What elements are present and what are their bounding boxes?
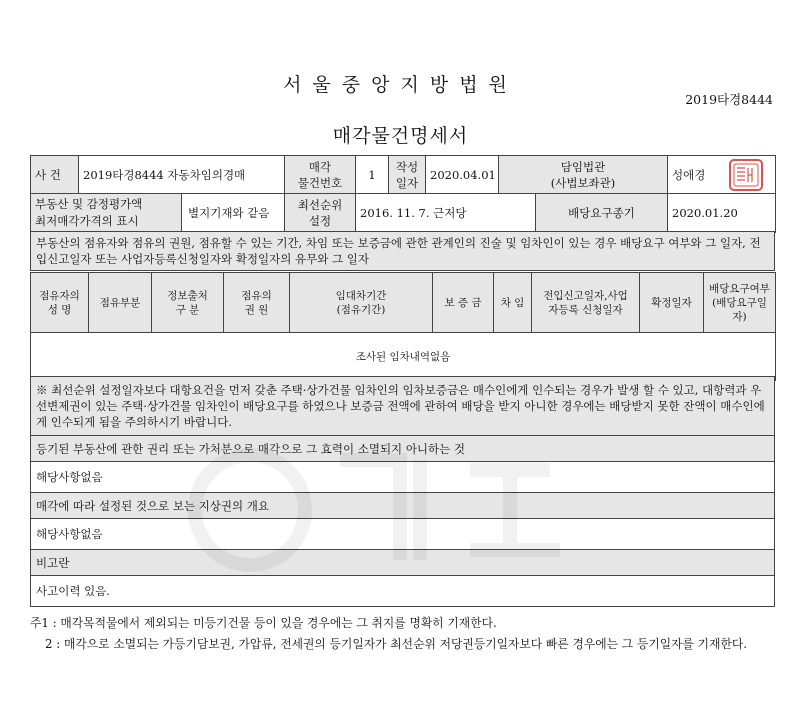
column-header-rent [494, 273, 532, 333]
valuation-label [31, 194, 182, 232]
section-title-unextinguished-rights: 등기된 부동산에 관한 권리 또는 가처분으로 매각으로 그 효력이 소멸되지 아니하는 것 [31, 436, 775, 462]
column-header-occupant [31, 273, 89, 333]
priority-label [285, 194, 356, 233]
judge-value: 성애경 [668, 156, 776, 194]
priority-label-line1: 최선순위 [297, 198, 343, 212]
case-number: 2019타경8444 [685, 92, 773, 107]
valuation-label-line1: 부동산 및 감정평가액 [35, 197, 143, 211]
item-number-label-line1: 매각 [308, 159, 332, 174]
section-title-surface-right: 매각에 따라 설정된 것으로 보는 지상권의 개요 [31, 493, 775, 519]
column-header-line2: 성 명 [47, 303, 72, 316]
column-header-line1: 차 임 [500, 296, 525, 309]
section-title-remarks: 비고란 [31, 550, 775, 576]
written-date-value: 2020.04.01 [426, 156, 499, 194]
section-value-unextinguished-rights: 해당사항없음 [31, 462, 775, 493]
written-date-label-line1: 작성 [395, 159, 419, 174]
case-value: 2019타경8444 자동차임의경매 [79, 156, 285, 194]
valuation-row-cell [31, 194, 285, 233]
case-info-table [30, 155, 776, 233]
column-header-line2: (점유기간) [336, 303, 386, 316]
judge-label-line2: (사법보좌관) [550, 175, 616, 190]
case-label: 사 건 [31, 156, 79, 194]
column-header-line2: 자등록 신청일자 [548, 303, 623, 316]
dividend-deadline-value: 2020.01.20 [668, 194, 776, 233]
column-header-line1: 확정일자 [651, 296, 692, 309]
occupancy-description: 부동산의 점유자와 점유의 권원, 점유할 수 있는 기간, 차임 또는 보증금에 관한 관계인의 진술 및 임차인이 있는 경우 배당요구 여부와 그 일자, 전입신고일자 또는 사업자등록신청일자와 확정일자의 유무와 그 일자 [31, 232, 775, 271]
item-number-label-line2: 물건번호 [297, 175, 343, 190]
column-header-line1: 임대차기간 [335, 289, 387, 302]
judge-seal-icon [724, 157, 766, 193]
dividend-deadline-label: 배당요구종기 [536, 194, 668, 233]
column-header-line2: 구 분 [175, 303, 200, 316]
section-value-remarks: 사고이력 있음. [31, 576, 775, 607]
column-header-line2: 권 원 [244, 303, 269, 316]
column-header-line1: 점유부분 [99, 296, 141, 309]
column-header-title [224, 273, 290, 333]
court-name: 서울중앙지방법원 [283, 74, 518, 96]
column-header-info-source [152, 273, 224, 333]
occupancy-description-table [30, 231, 775, 271]
priority-value: 2016. 11. 7. 근저당 [356, 194, 536, 233]
column-header-line1: 배당요구여부 [709, 282, 770, 295]
priority-label-line2: 설정 [308, 214, 332, 228]
column-header-deposit [433, 273, 494, 333]
column-header-line2: (배당요구일자) [712, 296, 767, 323]
judge-label-line1: 담임법관 [560, 159, 606, 174]
column-header-line1: 정보출처 [167, 289, 208, 302]
column-header-lease-period [290, 273, 433, 333]
section-value-surface-right: 해당사항없음 [31, 519, 775, 550]
column-header-line1: 점유의 [241, 289, 272, 302]
written-date-label-line2: 일자 [395, 175, 419, 190]
item-number-value: 1 [356, 156, 389, 194]
notes-table [30, 376, 775, 607]
valuation-label-line2: 최저매각가격의 표시 [35, 214, 139, 228]
no-lease-message: 조사된 임차내역없음 [31, 333, 776, 381]
written-date-label [389, 156, 426, 194]
column-header-dividend-request [704, 273, 776, 333]
column-header-move-in-date [532, 273, 640, 333]
column-header-line1: 보 증 금 [444, 296, 482, 309]
footnote-2: 2 : 매각으로 소멸되는 가등기담보권, 가압류, 전세권의 등기일자가 최선순위 저당권등기일자보다 빠른 경우에는 그 등기일자를 기재한다. [30, 637, 748, 651]
item-number-label [285, 156, 356, 194]
column-header-line1: 전입신고일자,사업 [543, 289, 628, 302]
column-header-line1: 점유자의 [39, 289, 80, 302]
judge-label [499, 156, 668, 194]
column-header-occupied-part [89, 273, 152, 333]
document-title: 매각물건명세서 [332, 125, 469, 147]
footnote-1: 주1 : 매각목적물에서 제외되는 미등기건물 등이 있을 경우에는 그 취지를 명확히 기재한다. [30, 616, 497, 630]
column-header-fixed-date [640, 273, 704, 333]
occupancy-table [30, 272, 776, 381]
valuation-value: 별지기재와 같음 [182, 194, 284, 232]
notice-text: ※ 최선순위 설정일자보다 대항요건을 먼저 갖춘 주택·상가건물 임차인의 임차보증금은 매수인에게 인수되는 경우가 발생 할 수 있고, 대항력과 우선변제권이 있는 주택·상가건물 임차인이 배당요구를 하였으나 보증금 전액에 관하여 배당을 받지 아니한 경우에는 배당받지 못한 잔액이 매수인에게 인수되게 됨을 주의하시기 바랍니다. [31, 377, 775, 436]
